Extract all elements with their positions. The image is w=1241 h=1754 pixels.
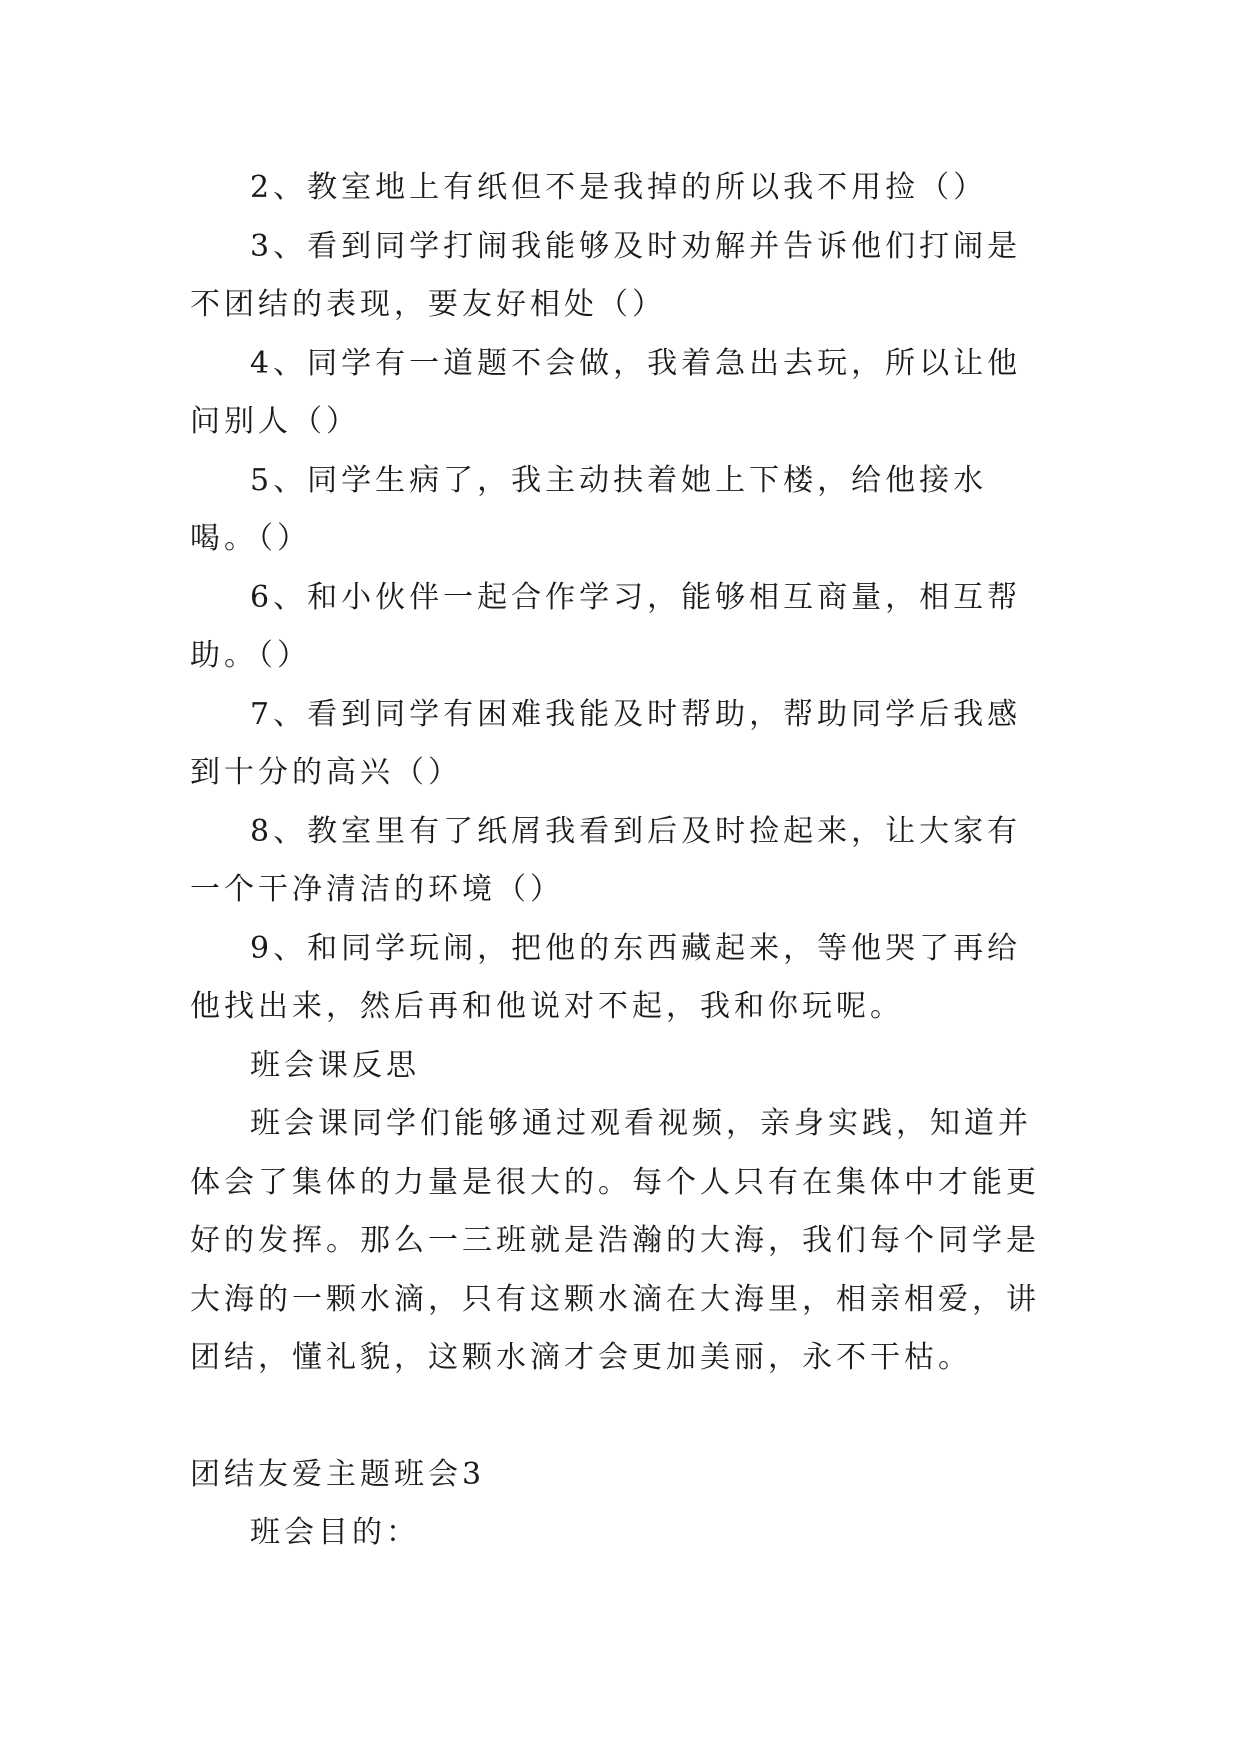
section-title: 团结友爱主题班会3: [190, 1456, 486, 1492]
list-item: 3、看到同学打闹我能够及时劝解并告诉他们打闹是不团结的表现，要友好相处（）: [190, 228, 1022, 322]
list-item: 6、和小伙伴一起合作学习，能够相互商量，相互帮助。（）: [190, 579, 1022, 673]
list-item: 2、教室地上有纸但不是我掉的所以我不用捡（）: [250, 170, 988, 205]
section-subheading: 班会目的：: [250, 1515, 420, 1550]
reflection-paragraph: 班会课同学们能够通过观看视频，亲身实践，知道并体会了集体的力量是很大的。每个人只有在集体中才能更好的发挥。那么一三班就是浩瀚的大海，我们每个同学是大海的一颗水滴，只有这颗水滴在大海里，相亲相爱，讲团结，懂礼貌，这颗水滴才会更加美丽，永不干枯。: [190, 1106, 1040, 1375]
list-item: 7、看到同学有困难我能及时帮助，帮助同学后我感到十分的高兴（）: [190, 696, 1022, 790]
list-item: 4、同学有一道题不会做，我着急出去玩，所以让他问别人（）: [190, 345, 1022, 439]
list-item: 5、同学生病了，我主动扶着她上下楼，给他接水喝。（）: [190, 462, 988, 556]
reflection-heading: 班会课反思: [250, 1047, 420, 1083]
list-item: 8、教室里有了纸屑我看到后及时捡起来，让大家有一个干净清洁的环境（）: [190, 813, 1022, 907]
document-body: [190, 159, 1055, 1563]
list-item: 9、和同学玩闹，把他的东西藏起来，等他哭了再给他找出来，然后再和他说对不起，我和你玩呢。: [190, 930, 1022, 1024]
